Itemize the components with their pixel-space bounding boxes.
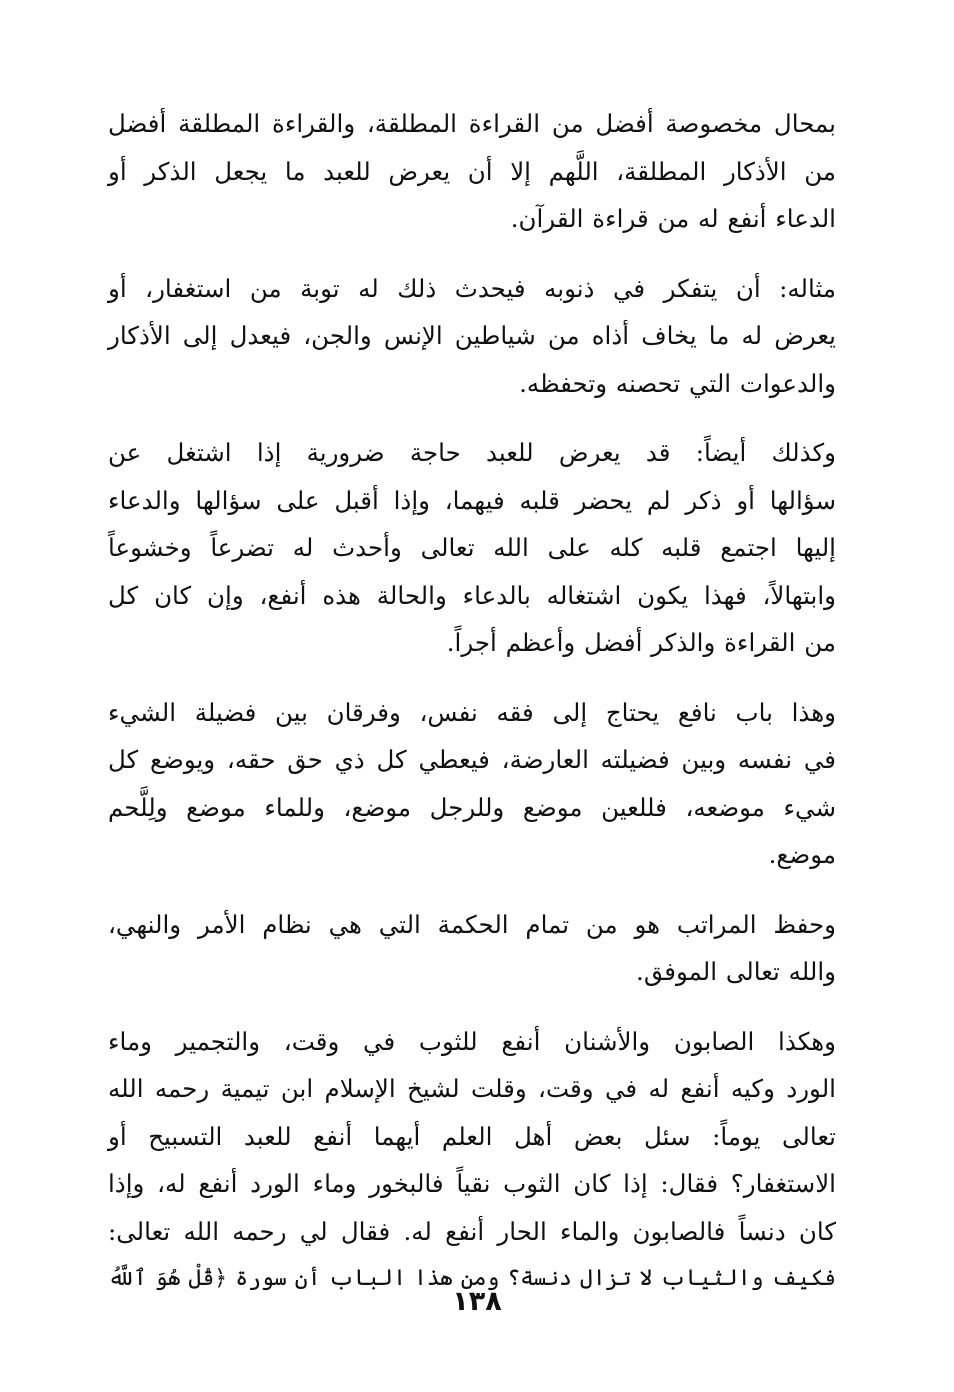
text-line: إليها اجتمع قلبه كله على الله تعالى وأحدث له تضرعاً وخشوعاً xyxy=(108,533,836,562)
text-line: في نفسه وبين فضيلته العارضة، فيعطي كل ذي حق حقه، ويوضع كل xyxy=(108,745,836,774)
paragraph-3 xyxy=(108,429,836,667)
text-line: وحفظ المراتب هو من تمام الحكمة التي هي نظام الأمر والنهي، xyxy=(108,909,836,939)
page-body xyxy=(108,100,836,1303)
text-line: بمحال مخصوصة أفضل من القراءة المطلقة، والقراءة المطلقة أفضل xyxy=(108,109,836,138)
text-line: وكذلك أيضاً: قد يعرض للعبد حاجة ضرورية إذا اشتغل عن xyxy=(108,438,836,467)
text-line: كان دنساً فالصابون والماء الحار أنفع له. فقال لي رحمه الله تعالى: xyxy=(108,1216,836,1246)
paragraph-6 xyxy=(108,1018,836,1303)
text-line: الورد وكيه أنفع له في وقت، وقلت لشيخ الإسلام ابن تيمية رحمه الله xyxy=(108,1074,836,1103)
paragraph-4 xyxy=(108,689,836,879)
text-line: وهذا باب نافع يحتاج إلى فقه نفس، وفرقان بين فضيلة الشيء xyxy=(108,697,836,727)
text-line: وابتهالاً، فهذا يكون اشتغاله بالدعاء والحالة هذه أنفع، وإن كان كل xyxy=(108,580,836,610)
text-line: والدعوات التي تحصنه وتحفظه. xyxy=(519,368,836,398)
paragraph-1 xyxy=(108,100,836,243)
paragraph-5 xyxy=(108,901,836,996)
text-line: سؤالها أو ذكر لم يحضر قلبه فيهما، وإذا أقبل على سؤالها والدعاء xyxy=(108,485,836,515)
page-number: ١٣٨ xyxy=(452,1286,502,1317)
text-line: شيء موضعه، فللعين موضع وللرجل موضع، وللماء موضع ولِلَّحم xyxy=(108,792,836,822)
text-line: تعالى يوماً: سئل بعض أهل العلم أيهما أنفع للعبد التسبيح أو xyxy=(108,1121,836,1151)
text-line: من الأذكار المطلقة، اللَّهم إلا أن يعرض للعبد ما يجعل الذكر أو xyxy=(108,156,836,186)
text-line: والله تعالى الموفق. xyxy=(636,957,836,986)
text-line: وهكذا الصابون والأشنان أنفع للثوب في وقت، والتجمير وماء xyxy=(108,1026,836,1056)
text-line: فكيف والثياب لا تزال دنسة؟ ومن هذا الباب أن سورة ﴿قُلْ هُوَ ٱللَّهُ xyxy=(108,1266,836,1291)
text-line: الاستغفار؟ فقال: إذا كان الثوب نقياً فالبخور وماء الورد أنفع له، وإذا xyxy=(108,1169,836,1198)
text-line: الدعاء أنفع له من قراءة القرآن. xyxy=(510,204,836,233)
paragraph-2 xyxy=(108,265,836,408)
text-line: موضع. xyxy=(768,840,836,869)
text-line: يعرض له ما يخاف أذاه من شياطين الإنس والجن، فيعدل إلى الأذكار xyxy=(108,321,836,350)
text-line: مثاله: أن يتفكر في ذنوبه فيحدث ذلك له توبة من استغفار، أو xyxy=(108,273,836,303)
text-line: من القراءة والذكر أفضل وأعظم أجراً. xyxy=(446,628,836,657)
